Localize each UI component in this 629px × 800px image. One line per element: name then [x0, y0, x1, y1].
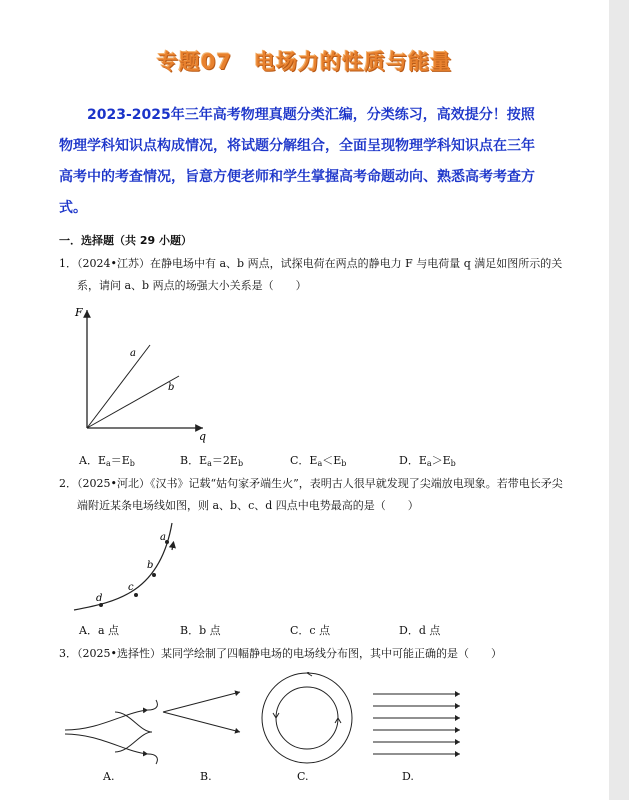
diagram-c [262, 672, 352, 763]
point-label-c: c [128, 582, 134, 593]
question-1-text: （2024•江苏）在静电场中有 a、b 两点，试探电荷在两点的静电力 F 与电荷量 q 满足如图所示的关系，请问 a、b 两点的场强大小关系是（ ） [77, 257, 563, 292]
field-line [74, 523, 172, 610]
option-e: E [229, 454, 238, 467]
intro-paragraph: 2023-2025年三年高考物理真题分类汇编，分类练习，高效提分！按照物理学科知识点构成情况，将试题分解组合，全面呈现物理学科知识点在三年高考中的考查情况，旨意方便老师和学生掌握高考命题动向、熟悉高考考查方式。 [59, 107, 535, 216]
question-3 [59, 643, 567, 665]
option-sub: b [129, 459, 135, 468]
option-rel: ＝ [110, 454, 122, 467]
line-a-label: a [130, 348, 136, 359]
section-heading: 一．选择题（共 29 小题） [59, 234, 192, 247]
option-e: E [309, 454, 318, 467]
option-rel: ＜ [322, 454, 334, 467]
option-sub: a [207, 459, 212, 468]
question-2 [59, 473, 567, 517]
option-key: C． [290, 454, 310, 467]
option-e: E [333, 454, 342, 467]
option-sub: b [450, 459, 456, 468]
q3-option-b[interactable]: B. [200, 770, 212, 783]
q3-option-c[interactable]: C. [297, 770, 309, 783]
line-b [87, 376, 179, 428]
q2-option-d[interactable]: D．d 点 [399, 624, 441, 637]
line-a [87, 345, 150, 428]
question-1-number: 1． [59, 257, 77, 270]
option-key: D． [399, 454, 419, 467]
option-sub: a [426, 459, 432, 468]
option-e: E [418, 454, 427, 467]
option-sub: a [317, 459, 323, 468]
question-1 [59, 253, 567, 297]
option-rel: ＞ [431, 454, 443, 467]
option-sub: b [237, 459, 244, 468]
question-2-number: 2． [59, 477, 77, 490]
option-sub: a [105, 459, 111, 468]
page-edge-strip [609, 0, 629, 800]
option-key: A． [79, 454, 98, 467]
question-2-text: （2025•河北）《汉书》记载“姑句家矛端生火”，表明古人很早就发现了尖端放电现象。若带电长矛尖端附近某条电场线如图，则 a、b、c、d 四点中电势最高的是（ ） [77, 477, 563, 512]
option-e: E [121, 454, 130, 467]
option-rel: ＝2 [211, 454, 230, 467]
q-axis-label: q [199, 430, 207, 443]
question-3-figures [60, 672, 480, 770]
q1-option-b[interactable] [180, 452, 243, 468]
q1-option-a[interactable] [79, 452, 135, 468]
option-e: E [442, 454, 451, 467]
question-1-figure [70, 300, 215, 445]
option-e: E [199, 454, 208, 467]
q3-option-a[interactable]: A. [103, 770, 115, 783]
q2-option-a[interactable]: A．a 点 [79, 624, 119, 637]
q1-option-c[interactable] [290, 452, 346, 468]
question-3-number: 3． [59, 647, 77, 660]
question-2-figure [68, 520, 193, 615]
q3-option-d[interactable]: D. [402, 770, 414, 783]
point-label-b: b [147, 560, 154, 571]
q1-option-d[interactable] [399, 452, 456, 468]
diagram-a [65, 700, 157, 764]
page-title: 专题07 电场力的性质与能量 [156, 50, 453, 74]
line-b-label: b [168, 382, 175, 393]
q2-option-b[interactable]: B．b 点 [180, 624, 221, 637]
f-axis-label: F [75, 306, 83, 319]
option-sub: b [341, 459, 347, 468]
diagram-b [163, 692, 240, 732]
point-label-d: d [96, 593, 103, 604]
option-key: B． [180, 454, 200, 467]
question-3-text: （2025•选择性）某同学绘制了四幅静电场的电场线分布图，其中可能正确的是（ ） [77, 647, 502, 660]
point-c [134, 593, 138, 597]
point-label-a: a [160, 532, 166, 543]
option-e: E [97, 454, 106, 467]
field-line-arrow [172, 542, 174, 550]
q2-option-c[interactable]: C．c 点 [290, 624, 331, 637]
diagram-d [373, 694, 460, 754]
point-b [152, 573, 156, 577]
